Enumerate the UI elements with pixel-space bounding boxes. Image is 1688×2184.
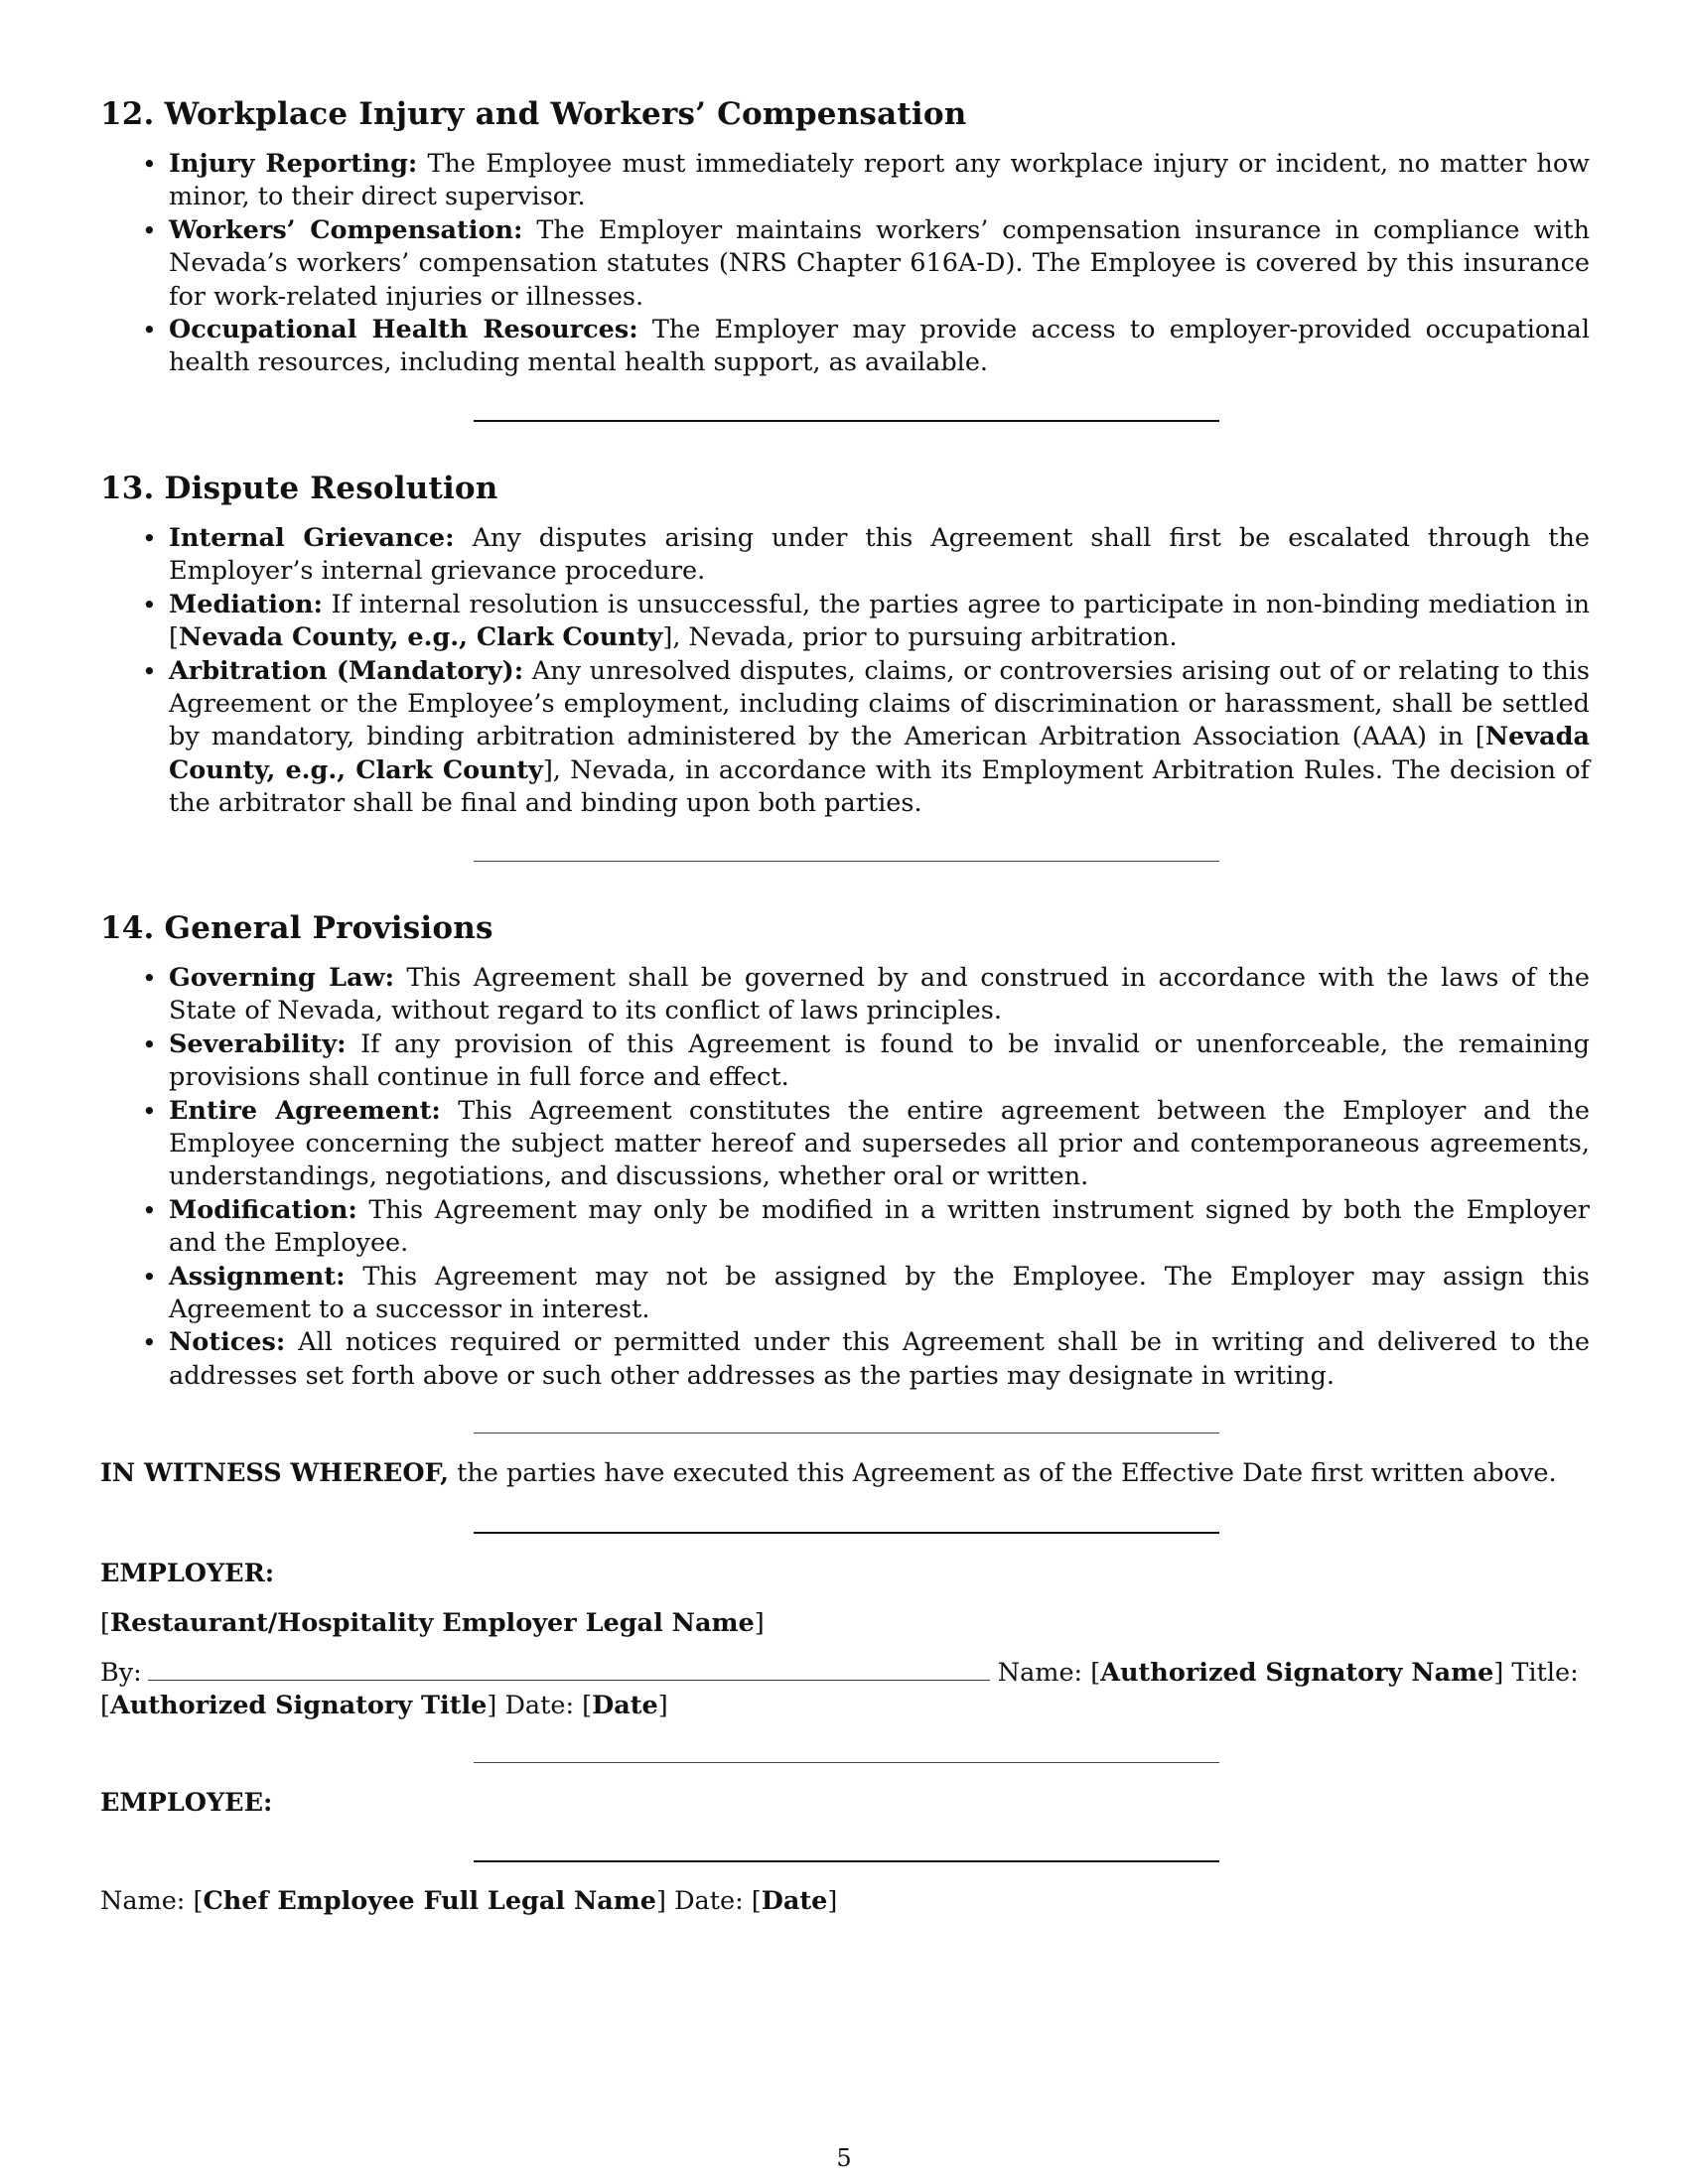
witness-statement: IN WITNESS WHEREOF, the parties have executed this Agreement as of the Effective Date first written above.: [100, 1458, 1557, 1488]
list-item: • Workers’ Compensation: The Employer maintains workers’ compensation insurance in compliance with Nevada’s workers’ compensation statutes (NRS Chapter 616A-D). The Employee is covered by this insurance for work-related injuries or illnesses.: [100, 214, 1590, 314]
section-heading: 14. General Provisions: [100, 910, 493, 946]
clause-list: [100, 148, 1590, 380]
divider: [474, 1532, 1219, 1534]
section-14: [100, 910, 1590, 1393]
employer-signature-line[interactable]: [148, 1658, 990, 1681]
list-item: • Arbitration (Mandatory): Any unresolved disputes, claims, or controversies arising out of or relating to this Agreement or the Employee’s employment, including claims of discrimination or harassment, shall be settled by mandatory, binding arbitration administered by the American Arbitration Association (AAA) in [Nevada County, e.g., Clark County], Nevada, in accordance with its Employment Arbitration Rules. The decision of the arbitrator shall be final and binding upon both parties.: [100, 655, 1590, 821]
list-item: • Mediation: If internal resolution is unsuccessful, the parties agree to participate in non-binding mediation in [Nevada County, e.g., Clark County], Nevada, prior to pursuing arbitration.: [100, 589, 1590, 655]
clause-list: [100, 522, 1590, 821]
list-item: • Internal Grievance: Any disputes arising under this Agreement shall first be escalated through the Employer’s internal grievance procedure.: [100, 522, 1590, 589]
list-item: • Entire Agreement: This Agreement constitutes the entire agreement between the Employer and the Employee concerning the subject matter hereof and supersedes all prior and contemporaneous agreements, understandings, negotiations, and discussions, whether oral or written.: [100, 1095, 1590, 1194]
employer-heading: EMPLOYER:: [100, 1559, 275, 1588]
divider: [474, 1762, 1219, 1763]
list-item: • Injury Reporting: The Employee must immediately report any workplace injury or incident, no matter how minor, to their direct supervisor.: [100, 148, 1590, 214]
employer-signature-block: By: Name: [Authorized Signatory Name] Title: [Authorized Signatory Title] Date: [Date]: [100, 1658, 1579, 1721]
list-item: • Notices: All notices required or permitted under this Agreement shall be in writing and delivered to the addresses set forth above or such other addresses as the parties may designate in writing.: [100, 1326, 1590, 1393]
employer-legal-name: [Restaurant/Hospitality Employer Legal Name]: [100, 1608, 765, 1638]
divider: [474, 861, 1219, 862]
section-12: [100, 96, 1590, 380]
section-heading: 12. Workplace Injury and Workers’ Compensation: [100, 96, 967, 132]
clause-list: [100, 962, 1590, 1393]
page-number: 5: [836, 2144, 852, 2172]
divider: [474, 420, 1219, 422]
employee-signature-line[interactable]: [474, 1860, 1219, 1862]
list-item: • Occupational Health Resources: The Employer may provide access to employer-provided occupational health resources, including mental health support, as available.: [100, 314, 1590, 380]
list-item: • Assignment: This Agreement may not be assigned by the Employee. The Employer may assign this Agreement to a successor in interest.: [100, 1261, 1590, 1327]
employee-heading: EMPLOYEE:: [100, 1788, 273, 1818]
list-item: • Severability: If any provision of this Agreement is found to be invalid or unenforceable, the remaining provisions shall continue in full force and effect.: [100, 1028, 1590, 1095]
section-13: [100, 471, 1590, 821]
list-item: • Governing Law: This Agreement shall be governed by and construed in accordance with the laws of the State of Nevada, without regard to its conflict of laws principles.: [100, 962, 1590, 1028]
employee-name-line: Name: [Chef Employee Full Legal Name] Date: [Date]: [100, 1886, 838, 1916]
list-item: • Modification: This Agreement may only be modified in a written instrument signed by both the Employer and the Employee.: [100, 1194, 1590, 1261]
section-heading: 13. Dispute Resolution: [100, 471, 498, 506]
